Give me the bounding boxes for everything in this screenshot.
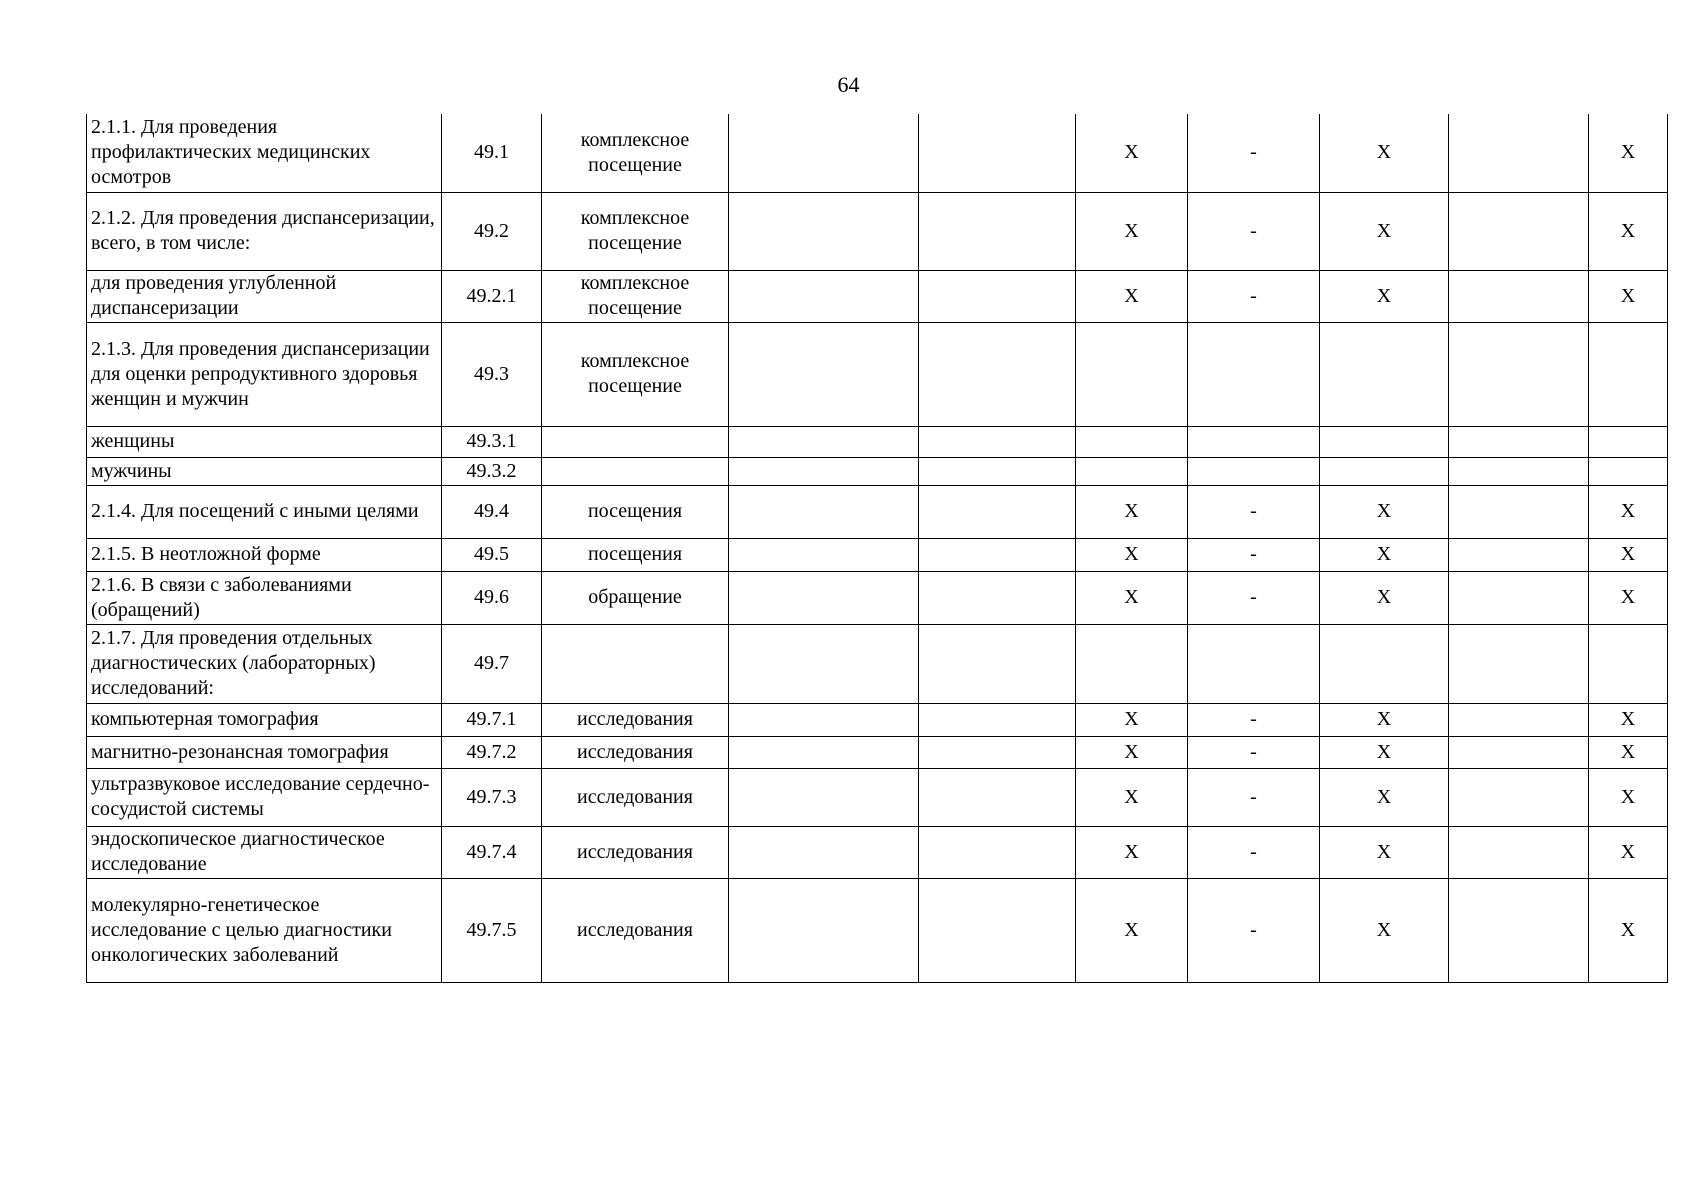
row-value-cell-7: - [1188, 538, 1320, 571]
row-value-cell-8: X [1320, 485, 1449, 538]
table-row [87, 114, 1668, 192]
row-value-cell-9 [1449, 736, 1589, 768]
row-value-cell-4 [729, 703, 919, 736]
row-code-cell: 49.7.1 [442, 703, 542, 736]
row-value-cell-9 [1449, 768, 1589, 826]
row-value-cell-6: X [1076, 192, 1188, 270]
row-code-cell: 49.3.1 [442, 426, 542, 457]
row-value-cell-5 [919, 538, 1076, 571]
row-name-cell: магнитно-резонансная томография [87, 736, 442, 768]
row-name-cell: 2.1.3. Для проведения диспансеризации для оценки репродуктивного здоровья женщин и мужчин [87, 322, 442, 426]
row-value-cell-4 [729, 322, 919, 426]
row-value-cell-4 [729, 878, 919, 982]
row-value-cell-10: X [1589, 703, 1668, 736]
row-value-cell-10 [1589, 426, 1668, 457]
row-value-cell-5 [919, 114, 1076, 192]
row-value-cell-8: X [1320, 703, 1449, 736]
row-code-cell: 49.7.3 [442, 768, 542, 826]
row-name-cell: эндоскопическое диагностическое исследование [87, 826, 442, 878]
table-row [87, 826, 1668, 878]
row-value-cell-7 [1188, 322, 1320, 426]
row-value-cell-7: - [1188, 736, 1320, 768]
row-value-cell-8: X [1320, 878, 1449, 982]
row-value-cell-4 [729, 457, 919, 485]
row-name-cell: женщины [87, 426, 442, 457]
row-unit-cell: комплексное посещение [542, 114, 729, 192]
row-value-cell-4 [729, 538, 919, 571]
row-unit-cell: комплексное посещение [542, 322, 729, 426]
row-code-cell: 49.3.2 [442, 457, 542, 485]
row-value-cell-5 [919, 624, 1076, 703]
row-unit-cell: комплексное посещение [542, 270, 729, 322]
row-value-cell-9 [1449, 114, 1589, 192]
row-value-cell-8: X [1320, 538, 1449, 571]
table-row [87, 768, 1668, 826]
row-code-cell: 49.1 [442, 114, 542, 192]
table-row [87, 571, 1668, 624]
row-value-cell-5 [919, 768, 1076, 826]
row-value-cell-8: X [1320, 114, 1449, 192]
table-row [87, 270, 1668, 322]
row-value-cell-8: X [1320, 768, 1449, 826]
row-value-cell-5 [919, 457, 1076, 485]
row-value-cell-9 [1449, 426, 1589, 457]
table-row [87, 624, 1668, 703]
data-table [86, 114, 1668, 983]
row-name-cell: 2.1.6. В связи с заболеваниями (обращений) [87, 571, 442, 624]
row-value-cell-9 [1449, 538, 1589, 571]
row-name-cell: 2.1.4. Для посещений с иными целями [87, 485, 442, 538]
row-name-cell: ультразвуковое исследование сердечно-сосудистой системы [87, 768, 442, 826]
row-code-cell: 49.7.5 [442, 878, 542, 982]
row-value-cell-5 [919, 878, 1076, 982]
row-value-cell-10: X [1589, 270, 1668, 322]
row-value-cell-4 [729, 571, 919, 624]
row-code-cell: 49.3 [442, 322, 542, 426]
row-code-cell: 49.6 [442, 571, 542, 624]
row-unit-cell: исследования [542, 768, 729, 826]
row-value-cell-4 [729, 736, 919, 768]
row-value-cell-4 [729, 485, 919, 538]
row-name-cell: для проведения углубленной диспансеризации [87, 270, 442, 322]
row-value-cell-6: X [1076, 826, 1188, 878]
row-value-cell-9 [1449, 826, 1589, 878]
row-value-cell-10: X [1589, 485, 1668, 538]
row-value-cell-8: X [1320, 192, 1449, 270]
row-value-cell-10: X [1589, 571, 1668, 624]
row-value-cell-7: - [1188, 768, 1320, 826]
row-value-cell-8: X [1320, 826, 1449, 878]
row-code-cell: 49.2.1 [442, 270, 542, 322]
row-value-cell-7: - [1188, 703, 1320, 736]
row-value-cell-7 [1188, 624, 1320, 703]
row-unit-cell: посещения [542, 485, 729, 538]
row-value-cell-10: X [1589, 736, 1668, 768]
row-value-cell-4 [729, 768, 919, 826]
row-value-cell-5 [919, 485, 1076, 538]
row-value-cell-9 [1449, 703, 1589, 736]
row-value-cell-10: X [1589, 878, 1668, 982]
row-value-cell-4 [729, 114, 919, 192]
row-value-cell-6 [1076, 457, 1188, 485]
row-value-cell-5 [919, 736, 1076, 768]
row-value-cell-10 [1589, 322, 1668, 426]
row-value-cell-9 [1449, 571, 1589, 624]
row-value-cell-5 [919, 571, 1076, 624]
row-code-cell: 49.5 [442, 538, 542, 571]
row-value-cell-5 [919, 826, 1076, 878]
row-unit-cell [542, 457, 729, 485]
row-value-cell-8: X [1320, 270, 1449, 322]
row-value-cell-6: X [1076, 270, 1188, 322]
row-value-cell-4 [729, 270, 919, 322]
row-code-cell: 49.7.2 [442, 736, 542, 768]
row-value-cell-8 [1320, 426, 1449, 457]
row-value-cell-7: - [1188, 571, 1320, 624]
row-value-cell-4 [729, 624, 919, 703]
row-value-cell-7 [1188, 457, 1320, 485]
row-value-cell-9 [1449, 322, 1589, 426]
row-value-cell-9 [1449, 192, 1589, 270]
row-value-cell-6: X [1076, 538, 1188, 571]
row-value-cell-4 [729, 426, 919, 457]
row-value-cell-6 [1076, 624, 1188, 703]
row-unit-cell: комплексное посещение [542, 192, 729, 270]
row-value-cell-8 [1320, 457, 1449, 485]
row-value-cell-4 [729, 192, 919, 270]
table-row [87, 878, 1668, 982]
row-unit-cell: обращение [542, 571, 729, 624]
row-value-cell-6: X [1076, 571, 1188, 624]
row-value-cell-7: - [1188, 826, 1320, 878]
page-number: 64 [837, 72, 860, 97]
row-value-cell-10: X [1589, 114, 1668, 192]
row-value-cell-10 [1589, 457, 1668, 485]
row-name-cell: 2.1.5. В неотложной форме [87, 538, 442, 571]
row-value-cell-10: X [1589, 538, 1668, 571]
row-value-cell-6 [1076, 322, 1188, 426]
row-value-cell-5 [919, 192, 1076, 270]
row-value-cell-8: X [1320, 736, 1449, 768]
row-name-cell: 2.1.7. Для проведения отдельных диагностических (лабораторных) исследований: [87, 624, 442, 703]
row-unit-cell: посещения [542, 538, 729, 571]
table-row [87, 457, 1668, 485]
row-value-cell-6: X [1076, 878, 1188, 982]
row-value-cell-8 [1320, 322, 1449, 426]
row-value-cell-6: X [1076, 703, 1188, 736]
row-name-cell: 2.1.1. Для проведения профилактических медицинских осмотров [87, 114, 442, 192]
row-code-cell: 49.7.4 [442, 826, 542, 878]
table-row [87, 736, 1668, 768]
row-value-cell-7 [1188, 426, 1320, 457]
row-value-cell-5 [919, 270, 1076, 322]
row-value-cell-4 [729, 826, 919, 878]
row-value-cell-10: X [1589, 192, 1668, 270]
row-value-cell-7: - [1188, 270, 1320, 322]
row-unit-cell: исследования [542, 736, 729, 768]
row-value-cell-8: X [1320, 571, 1449, 624]
row-value-cell-9 [1449, 878, 1589, 982]
row-unit-cell: исследования [542, 826, 729, 878]
row-unit-cell [542, 426, 729, 457]
row-code-cell: 49.7 [442, 624, 542, 703]
row-value-cell-7: - [1188, 485, 1320, 538]
row-value-cell-7: - [1188, 114, 1320, 192]
row-code-cell: 49.4 [442, 485, 542, 538]
row-value-cell-10 [1589, 624, 1668, 703]
row-value-cell-10: X [1589, 768, 1668, 826]
row-unit-cell: исследования [542, 878, 729, 982]
row-value-cell-9 [1449, 485, 1589, 538]
row-value-cell-6: X [1076, 768, 1188, 826]
table-row [87, 485, 1668, 538]
row-value-cell-6: X [1076, 114, 1188, 192]
table-body [87, 114, 1668, 982]
row-name-cell: компьютерная томография [87, 703, 442, 736]
row-name-cell: 2.1.2. Для проведения диспансеризации, всего, в том числе: [87, 192, 442, 270]
row-value-cell-7: - [1188, 192, 1320, 270]
row-value-cell-6 [1076, 426, 1188, 457]
row-name-cell: мужчины [87, 457, 442, 485]
table-row [87, 192, 1668, 270]
table-row [87, 703, 1668, 736]
row-name-cell: молекулярно-генетическое исследование с целью диагностики онкологических заболеваний [87, 878, 442, 982]
row-unit-cell: исследования [542, 703, 729, 736]
row-value-cell-6: X [1076, 736, 1188, 768]
table-row [87, 426, 1668, 457]
row-value-cell-5 [919, 426, 1076, 457]
table-row [87, 322, 1668, 426]
row-value-cell-8 [1320, 624, 1449, 703]
table-row [87, 538, 1668, 571]
row-value-cell-5 [919, 322, 1076, 426]
row-value-cell-7: - [1188, 878, 1320, 982]
row-value-cell-9 [1449, 457, 1589, 485]
row-value-cell-5 [919, 703, 1076, 736]
row-unit-cell [542, 624, 729, 703]
row-code-cell: 49.2 [442, 192, 542, 270]
row-value-cell-9 [1449, 270, 1589, 322]
row-value-cell-10: X [1589, 826, 1668, 878]
row-value-cell-9 [1449, 624, 1589, 703]
row-value-cell-6: X [1076, 485, 1188, 538]
